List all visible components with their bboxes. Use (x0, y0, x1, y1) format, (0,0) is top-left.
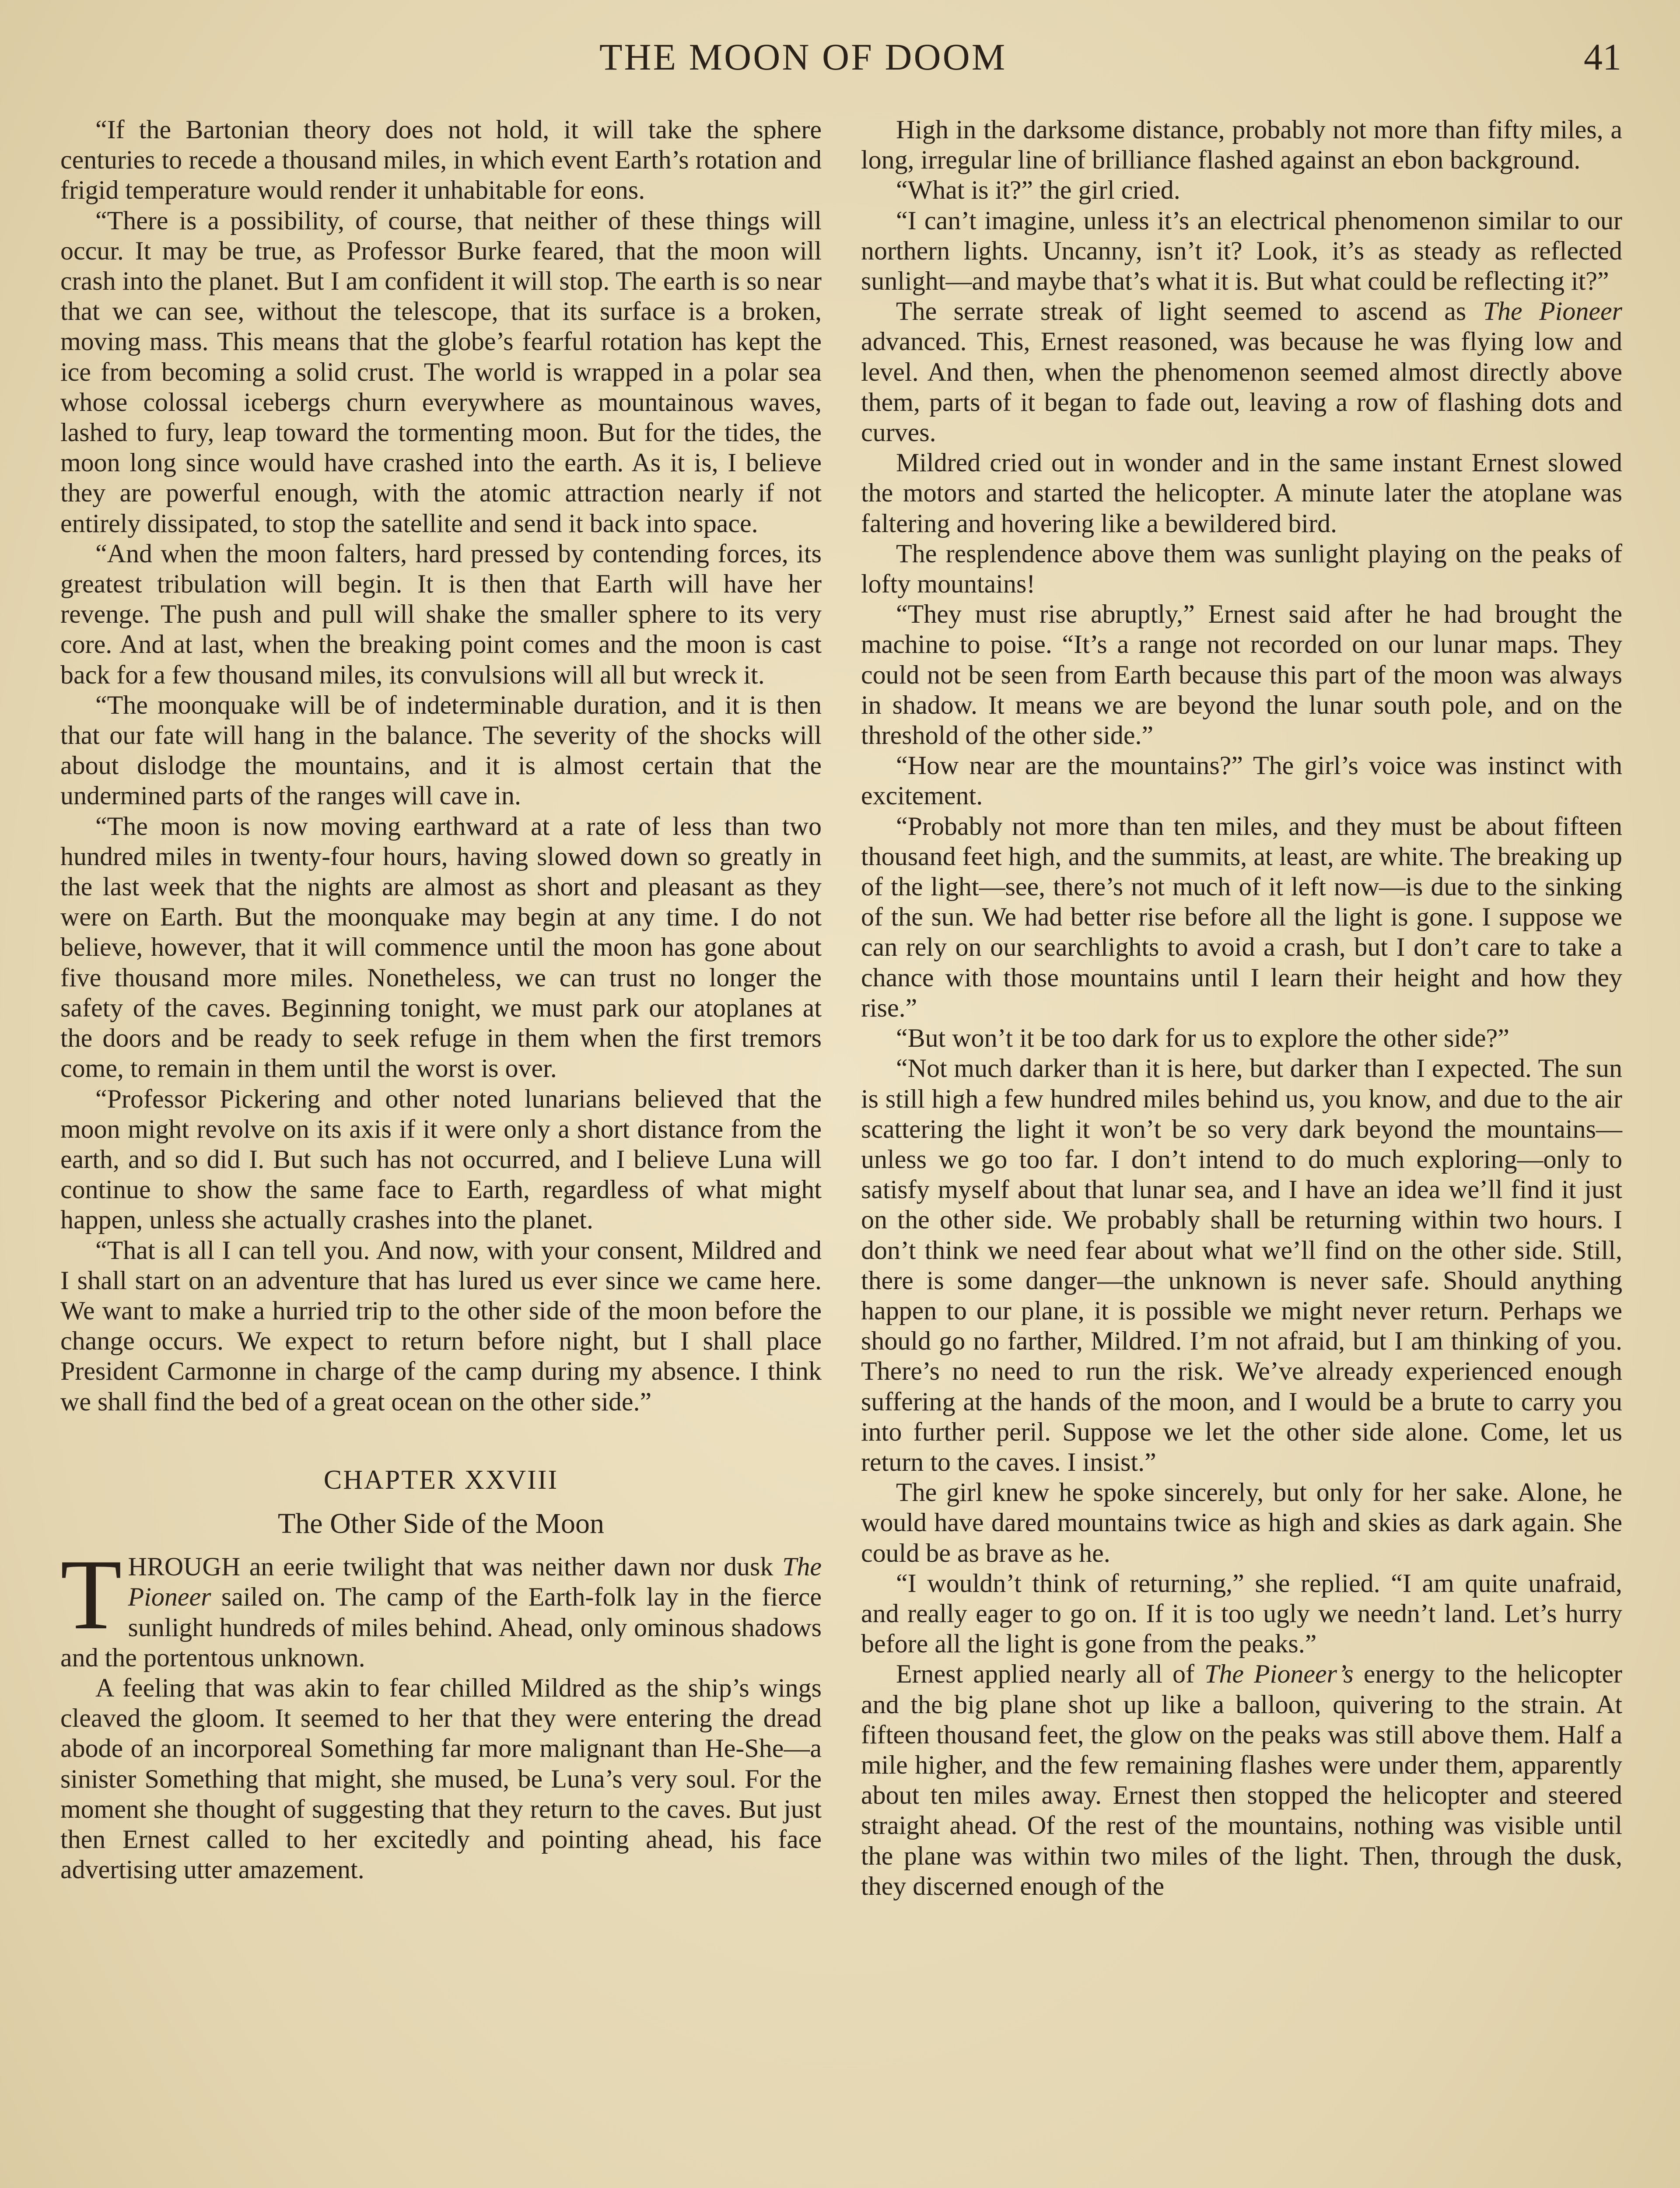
paragraph: “But won’t it be too dark for us to explore the other side?” (896, 1024, 1509, 1053)
paragraph (861, 296, 1622, 448)
paragraph: A feeling that was akin to fear chilled Mildred as the ship’s wings cleaved the gloom. It seemed to her that they were entering the dread abode of an incorporeal Something far more malignant than He-She—a sinister Something that might, she mused, be Luna’s very soul. For the moment she thought of suggesting that they return to the caves. But just then Ernest called to her excitedly and pointing ahead, his face advertising utter amazement. (60, 1673, 822, 1884)
paragraph: “Professor Pickering and other noted lunarians believed that the moon might revolve on its axis if it were only a short distance from the earth, and so did I. But such has not occurred, and I believe Luna will continue to show the same face to Earth, regardless of what might happen, unless she actually crashes into the planet. (60, 1084, 822, 1234)
paragraph: “Not much darker than it is here, but darker than I expected. The sun is still high a few hundred miles behind us, you know, and due to the air scattering the light it won’t be so very dark beyond the mountains—unless we go too far. I don’t intend to do much exploring—only to satisfy myself about that lunar sea, and I have an idea we’ll find it just on the other side. We probably shall be returning within two hours. I don’t think we need fear about what we’ll find on the other side. Still, there is some danger—the unknown is never safe. Should anything happen to our plane, it is possible we might never return. Perhaps we should go no farther, Mildred. I’m not afraid, but I am thinking of you. There’s no need to run the risk. We’ve already experienced enough suffering at the hands of the moon, and I would be a brute to carry you into further peril. Suppose we let the other side alone. Come, let us return to the caves. I insist.” (861, 1054, 1622, 1476)
text-run: Ernest applied nearly all of (896, 1659, 1204, 1689)
paragraph: Mildred cried out in wonder and in the same instant Ernest slowed the motors and started the helicopter. A minute later the atoplane was faltering and hovering like a bewildered bird. (861, 448, 1622, 538)
text-run: advanced. This, Ernest reasoned, was because he was flying low and level. And then, when the phenomenon seemed almost directly above them, parts of it began to fade out, leaving a row of flashing dots and curves. (861, 327, 1622, 447)
paragraph: “I wouldn’t think of returning,” she replied. “I am quite unafraid, and really eager to go on. If it is too ugly we needn’t land. Let’s hurry before all the light is gone from the peaks.” (861, 1568, 1622, 1659)
paragraph: “I can’t imagine, unless it’s an electrical phenomenon similar to our northern lights. Uncanny, isn’t it? Look, it’s as steady as reflected sunlight—and maybe that’s what it is. But what could be reflecting it?” (861, 206, 1622, 296)
paragraph: The resplendence above them was sunlight playing on the peaks of lofty mountains! (861, 539, 1622, 599)
paragraph: “The moonquake will be of indeterminable duration, and it is then that our fate will hang in the balance. The severity of the shocks will about dislodge the mountains, and it is almost certain that the undermined parts of the ranges will cave in. (60, 690, 822, 810)
paragraph: “How near are the mountains?” The girl’s voice was instinct with excitement. (861, 751, 1622, 810)
paragraph: “They must rise abruptly,” Ernest said after he had brought the machine to poise. “It’s a range not recorded on our lunar maps. They could not be seen from Earth because this part of the moon was always in shadow. It means we are beyond the lunar south pole, and on the threshold of the other side.” (861, 600, 1622, 750)
paragraph: “And when the moon falters, hard pressed by contending forces, its greatest tribulation will begin. It is then that Earth will have her revenge. The push and pull will shake the smaller sphere to its very core. And at last, when the breaking point comes and the moon is cast back for a few thousand miles, its convulsions will all but wreck it. (60, 539, 822, 689)
paragraph: “There is a possibility, of course, that neither of these things will occur. It may be true, as Professor Burke feared, that the moon will crash into the planet. But I am confident it will stop. The earth is so near that we can see, without the telescope, that its surface is a broken, moving mass. This means that the globe’s fearful rotation has kept the ice from becoming a solid crust. The world is wrapped in a polar sea whose colossal icebergs churn everywhere as mountainous waves, lashed to fury, leap toward the tormenting moon. But for the tides, the moon long since would have crashed into the earth. As it is, I believe they are powerful enough, with the atomic attraction nearly if not entirely dissipated, to stop the satellite and send it back into space. (60, 206, 822, 538)
text-run: energy to the helicopter and the big plane shot up like a balloon, quivering to the strain. At fifteen thousand feet, the glow on the peaks was still above them. Half a mile higher, and the few remaining flashes were under them, apparently about ten miles away. Ernest then stopped the helicopter and steered straight ahead. Of the rest of the mountains, nothing was visible until the plane was within two miles of the light. Then, through the dusk, they discerned enough of the (861, 1659, 1622, 1900)
paragraph: “If the Bartonian theory does not hold, it will take the sphere centuries to recede a thousand miles, in which event Earth’s rotation and frigid temperature would render it unhabitable for eons. (60, 115, 822, 205)
opening-text: HROUGH an eerie twilight that was neither dawn nor dusk (128, 1552, 782, 1581)
chapter-subtitle: The Other Side of the Moon (277, 1507, 604, 1539)
drop-cap: T (60, 1539, 122, 1651)
paragraph: “The moon is now moving earthward at a rate of less than two hundred miles in twenty-four hours, having slowed down so greatly in the last week that the nights are almost as short and pleasant as they were on Earth. But the moonquake may begin at any time. I do not believe, however, that it will commence until the moon has gone about five thousand more miles. Nonetheless, we can trust no longer the safety of the caves. Beginning tonight, we must park our atoplanes at the doors and be ready to seek refuge in them when the first tremors come, to remain in them until the worst is over. (60, 811, 822, 1083)
paragraph (861, 1659, 1622, 1901)
paragraph: High in the darksome distance, probably not more than fifty miles, a long, irregular line of brilliance flashed against an ebon background. (861, 115, 1622, 175)
paragraph: The girl knew he spoke sincerely, but only for her sake. Alone, he would have dared mountains twice as high and skies as dark again. She could be as brave as he. (861, 1478, 1622, 1567)
ship-name: The Pioneer (1483, 297, 1622, 326)
page-number: 41 (1584, 36, 1621, 78)
page-header (0, 35, 1680, 92)
paragraph: “Probably not more than ten miles, and they must be about fifteen thousand feet high, and the summits, at least, are white. The breaking up of the light—see, there’s not much of it left now—is due to the sinking of the sun. We had better rise before all the light is gone. I suppose we can rely on our searchlights to avoid a crash, but I don’t care to take a chance with those mountains until I learn their height and how they rise.” (861, 811, 1622, 1022)
ship-name: The Pioneer (128, 1552, 822, 1612)
paragraph: “That is all I can tell you. And now, with your consent, Mildred and I shall start on an adventure that has lured us ever since we came here. We want to make a hurried trip to the other side of the moon before the change occurs. We expect to return before night, but I shall place President Carmonne in charge of the camp during my absence. I think we shall find the bed of a great ocean on the other side.” (60, 1235, 822, 1416)
text-run: The serrate streak of light seemed to ascend as (896, 297, 1483, 326)
left-column (60, 115, 822, 1885)
opening-text-cont: sailed on. The camp of the Earth-folk lay in the fierce sunlight hundreds of miles behind. Ahead, only ominous shadows and the portentous unknown. (60, 1582, 822, 1672)
opening-paragraph (60, 1539, 822, 1673)
paragraph: “What is it?” the girl cried. (896, 175, 1180, 205)
running-title: THE MOON OF DOOM (599, 36, 1007, 78)
chapter-heading: CHAPTER XXVIII (323, 1465, 559, 1495)
ship-name: The Pioneer’s (1204, 1659, 1354, 1689)
right-column (861, 115, 1622, 1901)
